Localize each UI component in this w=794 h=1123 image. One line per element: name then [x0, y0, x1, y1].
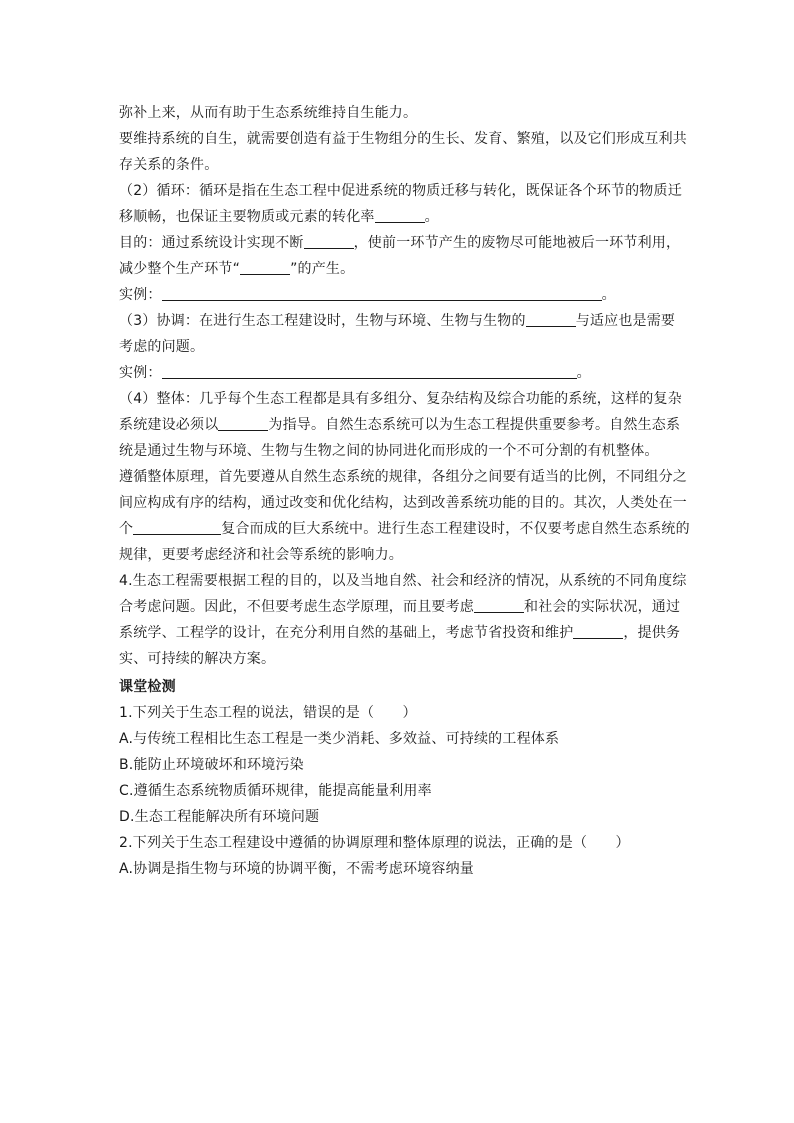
- text-line: 考虑的问题。: [119, 339, 205, 355]
- text-line: 系统建设必须以 为指导。自然生态系统可以为生态工程提供重要参考。自然生态系: [119, 417, 681, 433]
- fill-blank[interactable]: [218, 415, 268, 431]
- text-line: 规律，更要考虑经济和社会等系统的影响力。: [119, 547, 403, 563]
- text-line: 合考虑问题。因此，不但要考虑生态学原理，而且要考虑 和社会的实际状况，通过: [119, 599, 681, 615]
- text-line: 系统学、工程学的设计，在充分利用自然的基础上，考虑节省投资和维护 ，提供务: [119, 625, 681, 641]
- text-line: 目的：通过系统设计实现不断 ，使前一环节产生的废物尽可能地被后一环节利用，: [119, 235, 681, 251]
- text-line: 移顺畅，也保证主要物质或元素的转化率 。: [119, 209, 439, 225]
- text-line: 存关系的条件。: [119, 157, 219, 173]
- text-line: 个 复合而成的巨大系统中。进行生态工程建设时，不仅要考虑自然生态系统的: [119, 521, 690, 537]
- fill-blank[interactable]: [240, 259, 290, 275]
- text-line: 实例： 。: [119, 287, 616, 303]
- text-line: 要维持系统的自生，就需要创造有益于生物组分的生长、发育、繁殖，以及它们形成互利共: [119, 131, 687, 147]
- text-line: 统是通过生物与环境、生物与生物之间的协同进化而形成的一个不可分割的有机整体。: [119, 443, 659, 459]
- question-line: 2.下列关于生态工程建设中遵循的协调原理和整体原理的说法，正确的是（ ）: [119, 835, 630, 851]
- section-heading: 课堂检测: [119, 679, 176, 695]
- text-line: 弥补上来，从而有助于生态系统维持自生能力。: [119, 105, 418, 121]
- fill-blank[interactable]: [526, 311, 576, 327]
- option-line: B.能防止环境破坏和环境污染: [119, 757, 304, 773]
- fill-blank[interactable]: [474, 597, 524, 613]
- text-line: （2）循环：循环是指在生态工程中促进系统的物质迁移与转化，既保证各个环节的物质迁: [119, 183, 682, 199]
- option-line: A.协调是指生物与环境的协调平衡，不需考虑环境容纳量: [119, 861, 474, 877]
- text-line: 减少整个生产环节“ ”的产生。: [119, 261, 355, 277]
- document-page: [119, 100, 690, 882]
- text-line: 4.生态工程需要根据工程的目的，以及当地自然、社会和经济的情况，从系统的不同角度综: [119, 573, 687, 589]
- text-line: 实例： 。: [119, 365, 591, 381]
- fill-blank[interactable]: [375, 207, 425, 223]
- option-line: A.与传统工程相比生态工程是一类少消耗、多效益、可持续的工程体系: [119, 731, 560, 747]
- text-line: 遵循整体原理，首先要遵从自然生态系统的规律，各组分之间要有适当的比例，不同组分之: [119, 469, 687, 485]
- text-line: 间应构成有序的结构，通过改变和优化结构，达到改善系统功能的目的。其次，人类处在一: [119, 495, 687, 511]
- option-line: D.生态工程能解决所有环境问题: [119, 809, 320, 825]
- option-line: C.遵循生态系统物质循环规律，能提高能量利用率: [119, 783, 432, 799]
- text-line: （4）整体：几乎每个生态工程都是具有多组分、复杂结构及综合功能的系统，这样的复杂: [119, 391, 682, 407]
- fill-blank[interactable]: [573, 623, 623, 639]
- fill-blank[interactable]: [162, 285, 602, 301]
- fill-blank[interactable]: [304, 233, 354, 249]
- fill-blank[interactable]: [133, 519, 221, 535]
- text-line: （3）协调：在进行生态工程建设时，生物与环境、生物与生物的 与适应也是需要: [119, 313, 676, 329]
- fill-blank[interactable]: [162, 363, 577, 379]
- question-line: 1.下列关于生态工程的说法，错误的是（ ）: [119, 705, 417, 721]
- text-line: 实、可持续的解决方案。: [119, 651, 276, 667]
